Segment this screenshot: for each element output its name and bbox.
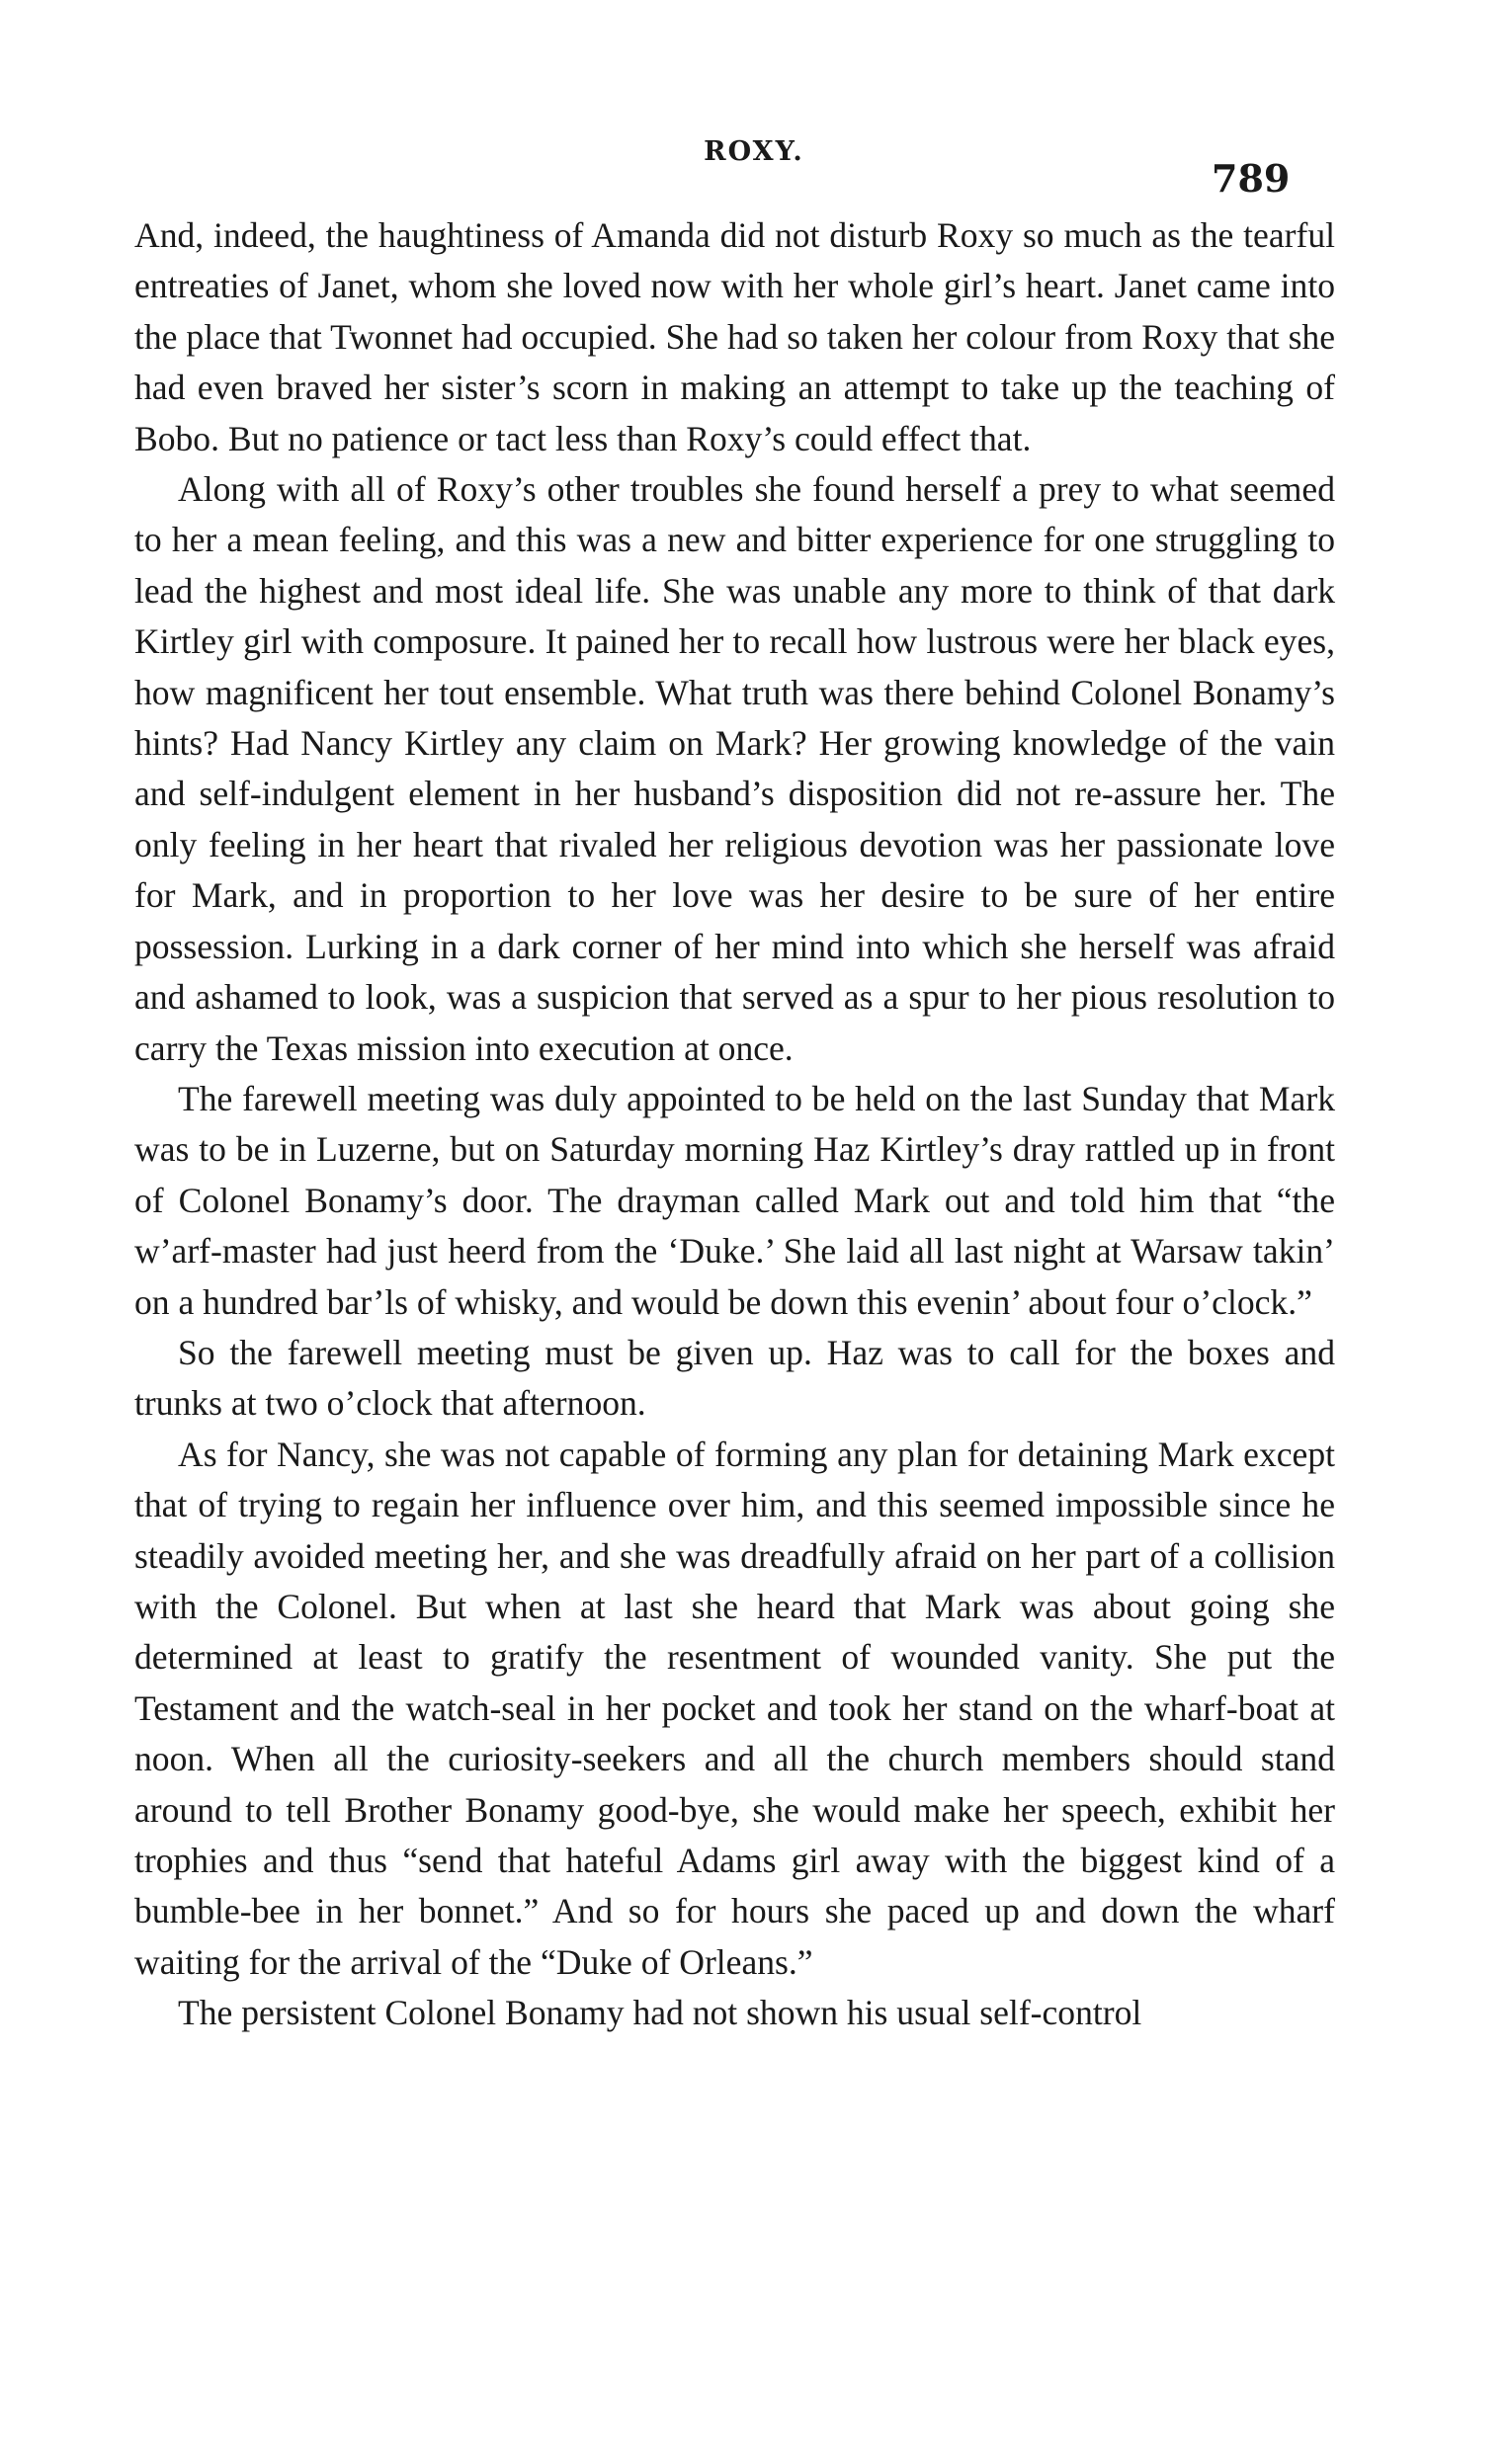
paragraph: So the farewell meeting must be given up. Haz was to call for the boxes and trunks at two o’clock that afternoon. — [134, 1332, 1335, 1424]
paragraph: As for Nancy, she was not capable of forming any plan for detaining Mark except that of trying to regain her influence over him, and this seemed impossible since he steadily avoided meeting her, and she was dreadfully afraid on her part of a collision with the Colonel. But when at last she heard that Mark was about going she determined at least to gratify the resentment of wounded vanity. She put the Testament and the watch-seal in her pocket and took her stand on the wharf-boat at noon. When all the curiosity-seekers and all the church members should stand around to tell Brother Bonamy good-bye, she would make her speech, exhibit her trophies and thus “send that hateful Adams girl away with the biggest kind of a bumble-bee in her bonnet.” And so for hours she paced up and down the wharf waiting for the arrival of the “Duke of Orleans.” — [134, 1434, 1335, 1982]
running-title: ROXY. — [704, 136, 804, 167]
paragraph: Along with all of Roxy’s other troubles she found herself a prey to what seemed to her a mean feeling, and this was a new and bitter experience for one struggling to lead the highest and most ideal life. She was unable any more to think of that dark Kirtley girl with composure. It pained her to recall how lustrous were her black eyes, how magnificent her tout ensemble. What truth was there behind Colonel Bonamy’s hints? Had Nancy Kirtley any claim on Mark? Her growing knowledge of the vain and self-indulgent element in her husband’s disposition did not re-assure her. The only feeling in her heart that rivaled her religious devotion was her passionate love for Mark, and in proportion to her love was her desire to be sure of her entire possession. Lurking in a dark corner of her mind into which she herself was afraid and ashamed to look, was a suspicion that served as a spur to her pious resolution to carry the Texas mission into execution at once. — [134, 469, 1335, 1068]
paragraph: The farewell meeting was duly appointed to be held on the last Sunday that Mark was to be in Luzerne, but on Saturday morning Haz Kirtley’s dray rattled up in front of Colonel Bonamy’s door. The drayman called Mark out and told him that “the w’arf-master had just heerd from the ‘Duke.’ She laid all last night at Warsaw takin’ on a hundred bar’ls of whisky, and would be down this evenin’ about four o’clock.” — [134, 1078, 1335, 1322]
paragraph: The persistent Colonel Bonamy had not shown his usual self-control — [178, 1993, 1142, 2033]
page-number: 789 — [1212, 156, 1291, 201]
paragraph: And, indeed, the haughtiness of Amanda did not disturb Roxy so much as the tearful entreaties of Janet, whom she loved now with her whole girl’s heart. Janet came into the place that Twonnet had occupied. She had so taken her colour from Roxy that she had even braved her sister’s scorn in making an attempt to take up the teaching of Bobo. But no patience or tact less than Roxy’s could effect that. — [134, 215, 1335, 458]
body-text — [134, 210, 1335, 2039]
